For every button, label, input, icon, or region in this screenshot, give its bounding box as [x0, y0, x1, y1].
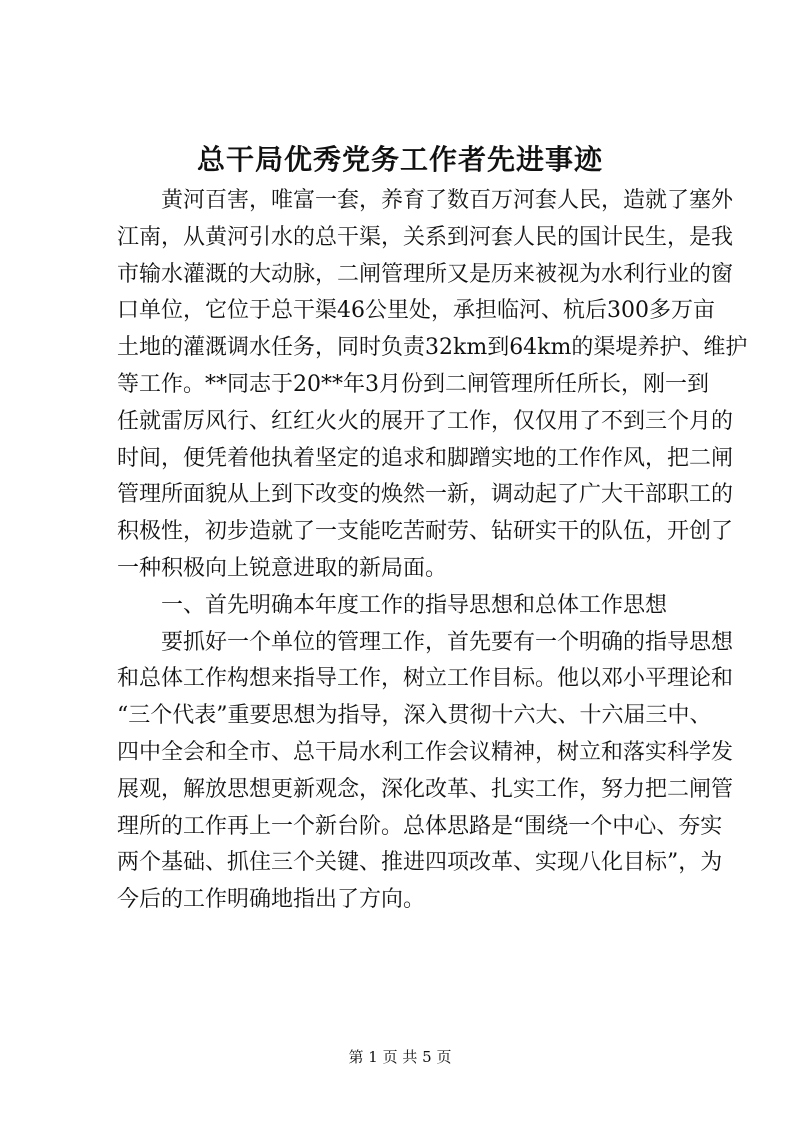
paragraph-1-line-4: 口单位，它位于总干渠46公里处，承担临河、杭后300多万亩 [117, 298, 715, 324]
paragraph-2-line-8: 今后的工作明确地指出了方向。 [117, 887, 426, 913]
paragraph-2-line-3: “三个代表”重要思想为指导，深入贯彻十六大、十六届三中、 [117, 703, 712, 729]
paragraph-1-line-3: 市输水灌溉的大动脉，二闸管理所又是历来被视为水利行业的窗 [117, 261, 734, 287]
paragraph-2-line-5: 展观，解放思想更新观念，深化改革、扎实工作，努力把二闸管 [117, 776, 734, 802]
paragraph-2-line-7: 两个基础、抓住三个关键、推进四项改革、实现八化目标”，为 [117, 850, 723, 876]
section-heading-1: 一、首先明确本年度工作的指导思想和总体工作思想 [161, 592, 668, 618]
paragraph-1-line-8: 时间，便凭着他执着坚定的追求和脚蹭实地的工作作风，把二闸 [117, 445, 734, 471]
document-body [117, 183, 748, 919]
page-number-footer: 第 1 页 共 5 页 [348, 1048, 452, 1066]
paragraph-2-line-2: 和总体工作构想来指导工作，树立工作目标。他以邓小平理论和 [117, 666, 734, 692]
paragraph-2-line-6: 理所的工作再上一个新台阶。总体思路是“围绕一个中心、夯实 [117, 813, 723, 839]
paragraph-1-line-10: 积极性，初步造就了一支能吃苦耐劳、钻研实干的队伍，开创了 [117, 519, 734, 545]
paragraph-1-line-11: 一种积极向上锐意进取的新局面。 [117, 555, 448, 581]
paragraph-1-line-6: 等工作。**同志于20**年3月份到二闸管理所任所长，刚一到 [117, 371, 709, 397]
paragraph-2-line-1: 要抓好一个单位的管理工作，首先要有一个明确的指导思想 [161, 629, 734, 655]
paragraph-1-line-9: 管理所面貌从上到下改变的焕然一新，调动起了广大干部职工的 [117, 482, 734, 508]
paragraph-1-line-7: 任就雷厉风行、红红火火的展开了工作，仅仅用了不到三个月的 [117, 408, 734, 434]
document-title: 总干局优秀党务工作者先进事迹 [196, 143, 603, 176]
paragraph-1-line-1: 黄河百害，唯富一套，养育了数百万河套人民，造就了塞外 [161, 188, 734, 213]
paragraph-2-line-4: 四中全会和全市、总干局水利工作会议精神，树立和落实科学发 [117, 739, 734, 765]
paragraph-1-line-5: 土地的灌溉调水任务，同时负责32km到64km的渠堤养护、维护 [117, 335, 748, 361]
paragraph-1-line-2: 江南，从黄河引水的总干渠，关系到河套人民的国计民生，是我 [117, 224, 734, 250]
